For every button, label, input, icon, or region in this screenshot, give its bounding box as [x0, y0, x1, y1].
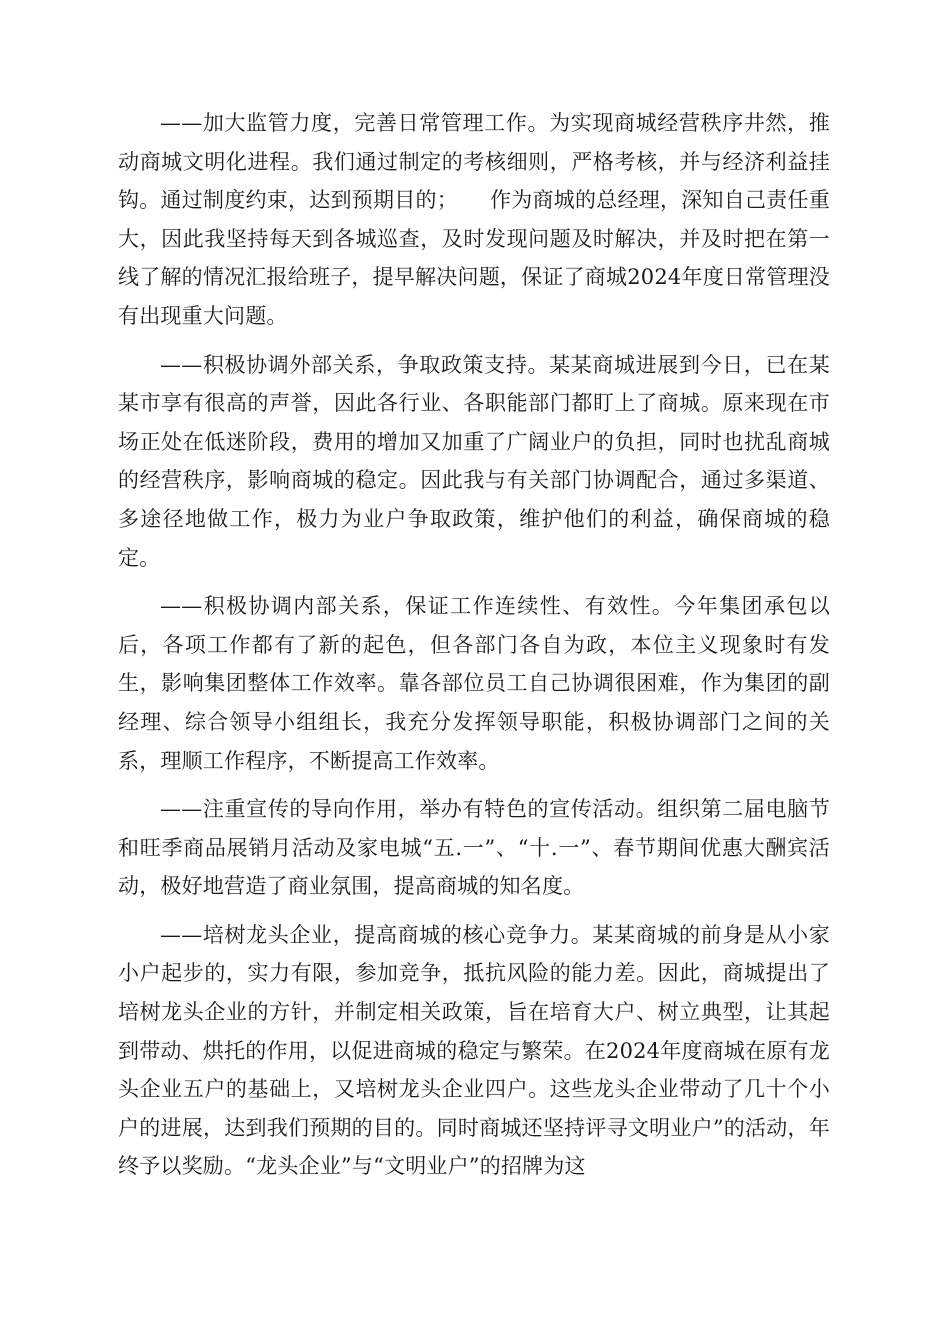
paragraph-publicity: ——注重宣传的导向作用，举办有特色的宣传活动。组织第二届电脑节和旺季商品展销月活动及家电城“五.一”、“十.一”、春节期间优惠大酬宾活动，极好地营造了商业氛围，提高商城的知名度。: [118, 797, 830, 899]
document-body: [118, 104, 830, 1196]
paragraph-supervision: ——加大监管力度，完善日常管理工作。为实现商城经营秩序井然，推动商城文明化进程。我们通过制定的考核细则，严格考核，并与经济利益挂钩。通过制度约束，达到预期目的； 作为商城的总经理，深知自己责任重大，因此我坚持每天到各城巡查，及时发现问题及时解决，并及时把在第一线了解的情况汇报给班子，提早解决问题，保证了商城2024年度日常管理没有出现重大问题。: [118, 111, 830, 328]
paragraph-leading-enterprises: ——培树龙头企业，提高商城的核心竞争力。某某商城的前身是从小家小户起步的，实力有限，参加竞争，抵抗风险的能力差。因此，商城提出了培树龙头企业的方针，并制定相关政策，旨在培育大户、树立典型，让其起到带动、烘托的作用，以促进商城的稳定与繁荣。在2024年度商城在原有龙头企业五户的基础上，又培树龙头企业四户。这些龙头企业带动了几十个小户的进展，达到我们预期的目的。同时商城还坚持评寻文明业户”的活动，年终予以奖励。“龙头企业”与“文明业户”的招牌为这: [118, 922, 830, 1179]
paragraph-external-relations: ——积极协调外部关系，争取政策支持。某某商城进展到今日，已在某某市享有很高的声誉，因此各行业、各职能部门都盯上了商城。原来现在市场正处在低迷阶段，费用的增加又加重了广阔业户的负担，同时也扰乱商城的经营秩序，影响商城的稳定。因此我与有关部门协调配合，通过多渠道、多途径地做工作，极力为业户争取政策，维护他们的利益，确保商城的稳定。: [118, 352, 830, 570]
paragraph-internal-relations: ——积极协调内部关系，保证工作连续性、有效性。今年集团承包以后，各项工作都有了新的起色，但各部门各自为政，本位主义现象时有发生，影响集团整体工作效率。靠各部位员工自己协调很困难，作为集团的副经理、综合领导小组组长，我充分发挥领导职能，积极协调部门之间的关系，理顺工作程序，不断提高工作效率。: [118, 594, 830, 773]
